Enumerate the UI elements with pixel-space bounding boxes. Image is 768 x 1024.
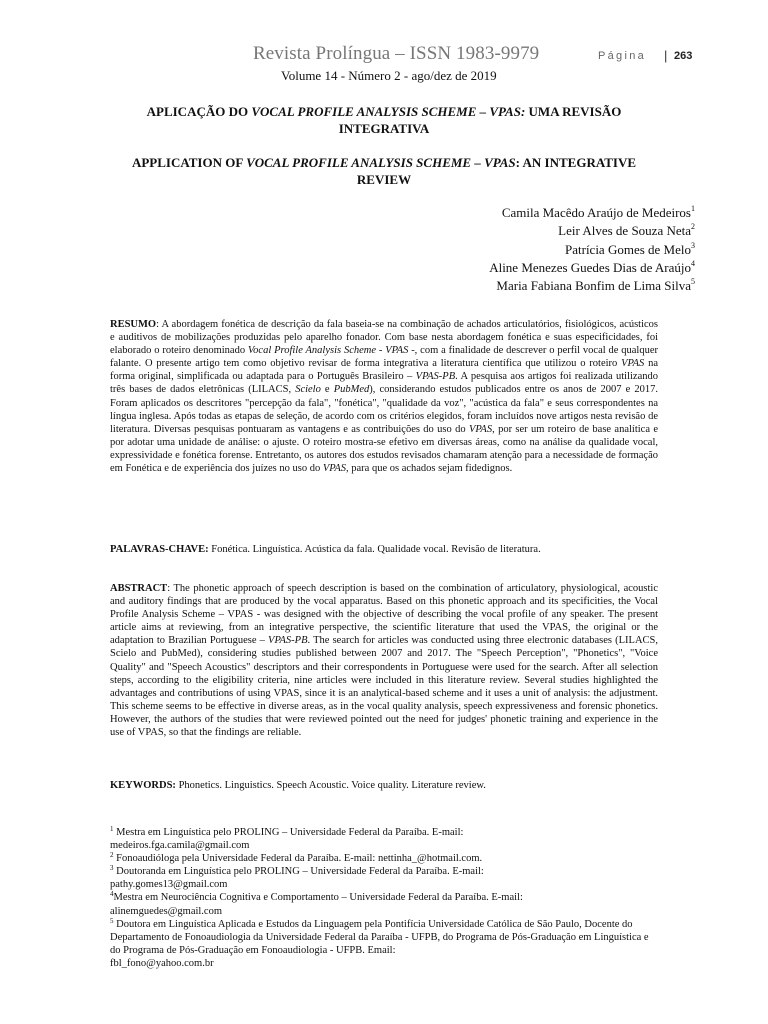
resumo-italic: Vocal Profile Analysis Scheme - VPAS: [247, 345, 409, 357]
resumo-text: na forma original, simplificada ou adaptada para o Português Brasileiro –: [110, 358, 658, 383]
author-ref: 1: [691, 204, 695, 213]
palavras-chave-label: PALAVRAS-CHAVE:: [110, 544, 209, 555]
abstract-italic: VPAS-PB: [268, 635, 308, 647]
resumo-italic: VPAS: [468, 423, 493, 435]
title-english: [110, 154, 658, 188]
abstract-text: . The search for articles was conducted using three electronic databases (LILACS, Scielo and PubMed), considering studies published between 2007 and 2017. The "Speech Perception", "Phonetics", "Voice Quality" and "Speech Acoustics" descriptors and their correspondents in Portuguese were used for the search. After all selection steps, according to the eligibility criteria, nine articles were included in this literature review. Several studies highlighted the advantages and contributions of using VPAS, since it is an analytical-based scheme and it uses a unit of analysis: the adjustment. This scheme seems to be effective in diverse areas, as in the vocal quality analysis, speech expressiveness and forensic phonetics. However, the authors of the studies that were reviewed pointed out the need for judges' phonetic training and experience in the use of VPAS, so that the findings are reliable.: [110, 635, 658, 739]
footnote: [110, 826, 658, 852]
footnote-text: Doutora em Linguística Aplicada e Estudos da Linguagem pela Pontifícia Universidade Católica de São Paulo, Docente do Departamento de Fonoaudiologia da Universidade Federal da Paraíba - UFPB, do Programa de Pós-Graduação em Linguística e do Programa de Pós-Graduação em Fonoaudiologia - UFPB. Email:: [110, 918, 649, 956]
author: [489, 259, 695, 277]
author: [489, 204, 695, 222]
footnote: [110, 918, 658, 970]
author-name: Leir Alves de Souza Neta: [558, 223, 691, 239]
author-name: Camila Macêdo Araújo de Medeiros: [501, 205, 691, 220]
footnote-text: Mestra em Neurociência Cognitiva e Comportamento – Universidade Federal da Paraíba. E-mail:: [113, 892, 523, 904]
author-ref: 5: [691, 277, 695, 287]
author: [489, 222, 695, 240]
abstract-paragraph: [110, 582, 658, 739]
title-pt-part2: UMA REVISÃO INTEGRATIVA: [338, 104, 622, 136]
footnote-email: pathy.gomes13@gmail.com: [110, 879, 228, 891]
author-ref: 4: [691, 258, 695, 268]
resumo-italic: Scielo: [295, 384, 321, 396]
resumo-text: ), considerando estudos publicados entre os anos de 2007 e 2017. Foram aplicados os descritores "percepção da fala", "fonética", "qualidade da voz", "acústica da fala" e seus correspondentes na língua inglesa. Após todas as etapas de seleção, de acordo com os critérios elegidos, foram incluídos nove artigos nesta revisão de literatura. Diversas pesquisas pontuaram as vantagens e as contribuições do uso do: [110, 384, 658, 435]
volume-info: Volume 14 - Número 2 - ago/dez de 2019: [281, 68, 497, 83]
resumo-text: . A pesquisa aos artigos foi realizada utilizando três bases de dados eletrônicas (LILACS,: [110, 371, 658, 396]
keywords: [110, 779, 658, 792]
footnote: [110, 852, 658, 865]
page-number: 263: [674, 50, 693, 62]
footnote-text: Mestra em Linguística pelo PROLING – Universidade Federal da Paraíba. E-mail:: [113, 827, 464, 838]
resumo-text: , por ser um roteiro de base analítica e por adotar uma unidade de análise: o ajuste. O roteiro mostra-se efetivo em diversas áreas, como na análise da qualidade vocal, expressividade e fonética forense. Entretanto, os autores dos estudos revisados chamaram atenção para a necessidade de formação em Fonética e de experiência dos juízes no uso do: [110, 423, 658, 475]
keywords-text: Phonetics. Linguistics. Speech Acoustic. Voice quality. Literature review.: [175, 780, 486, 791]
author-name: Aline Menezes Guedes Dias de Araújo: [489, 259, 691, 275]
resumo-italic: VPAS-PB: [415, 371, 456, 383]
footnote-email: medeiros.fga.camila@gmail.com: [110, 840, 250, 852]
footnote-email: fbl_fono@yahoo.com.br: [110, 957, 214, 969]
resumo-text: -, com a finalidade de descrever o perfil vocal de qualquer falante. O presente artigo tem como objetivo revisar de forma integrativa a literatura científica que utilizou o roteiro: [110, 345, 658, 370]
footnote-number: 3: [110, 864, 114, 873]
journal-header: Revista Prolíngua – ISSN 1983-9979: [253, 43, 540, 64]
resumo-paragraph: [110, 318, 658, 475]
resumo-italic: VPAS: [621, 358, 645, 370]
footnote-number: 2: [110, 851, 114, 860]
author-ref: 3: [691, 240, 695, 250]
palavras-chave-text: Fonética. Linguística. Acústica da fala. Qualidade vocal. Revisão de literatura.: [208, 544, 541, 555]
author-name: Patrícia Gomes de Melo: [565, 241, 691, 257]
palavras-chave: [110, 543, 658, 556]
title-portuguese: [110, 103, 658, 137]
page-divider: |: [664, 48, 668, 63]
abstract-label: ABSTRACT: [110, 583, 168, 594]
resumo-label: RESUMO: [110, 319, 157, 330]
author: [489, 277, 695, 295]
footnote-email: alinemguedes@gmail.com: [110, 905, 223, 917]
page-label: Página: [598, 50, 647, 62]
resumo-text: e: [320, 384, 334, 396]
resumo-text: : A abordagem fonética de descrição da fala baseia-se na combinação de achados articulatórios, fisiológicos, acústicos e auditivos de mobilizações produzidas pelo aparelho fonador. Com base nesta abordagem fonética e suas especificidades, foi elaborado o roteiro denominado: [110, 319, 658, 357]
footnote-text: Fonoaudióloga pela Universidade Federal da Paraíba. E-mail: nettinha_@hotmail.com.: [113, 853, 483, 865]
footnote-number: 5: [110, 916, 114, 925]
title-en-italic: VOCAL PROFILE ANALYSIS SCHEME – VPAS: [246, 155, 516, 170]
footnote-text: Doutoranda em Linguística pelo PROLING – Universidade Federal da Paraíba. E-mail:: [113, 866, 484, 878]
footnotes: [110, 826, 658, 970]
author-list: [489, 204, 695, 295]
keywords-label: KEYWORDS:: [110, 780, 176, 791]
author-name: Maria Fabiana Bonfim de Lima Silva: [496, 278, 691, 294]
resumo-text: , para que os achados sejam fidedignos.: [346, 463, 513, 475]
title-en-part2: : AN INTEGRATIVE REVIEW: [356, 155, 637, 187]
title-pt-part1: APLICAÇÃO DO: [146, 104, 252, 119]
abstract-text: : The phonetic approach of speech description is based on the combination of articulatory, physiological, acoustic and auditory findings that are produced by the vocal apparatus. Based on this phonetic approach and its specificities, the Vocal Profile Analysis Scheme – VPAS - was designed with the objective of describing the vocal profile of any speaker. The present article aims at reviewing, from an integrative perspective, the scientific literature that used the VPAS, the original or the adaptation to Brazilian Portuguese –: [110, 583, 658, 647]
resumo-italic: PubMed: [333, 384, 370, 396]
footnote-number: 4: [110, 890, 114, 899]
title-en-part1: APPLICATION OF: [131, 155, 247, 170]
footnote: [110, 865, 658, 891]
footnote: [110, 891, 658, 917]
footnote-number: 1: [110, 825, 114, 833]
resumo-italic: VPAS: [322, 463, 346, 475]
author: [489, 241, 695, 259]
title-pt-italic: VOCAL PROFILE ANALYSIS SCHEME – VPAS:: [251, 104, 526, 119]
author-ref: 2: [691, 222, 695, 232]
